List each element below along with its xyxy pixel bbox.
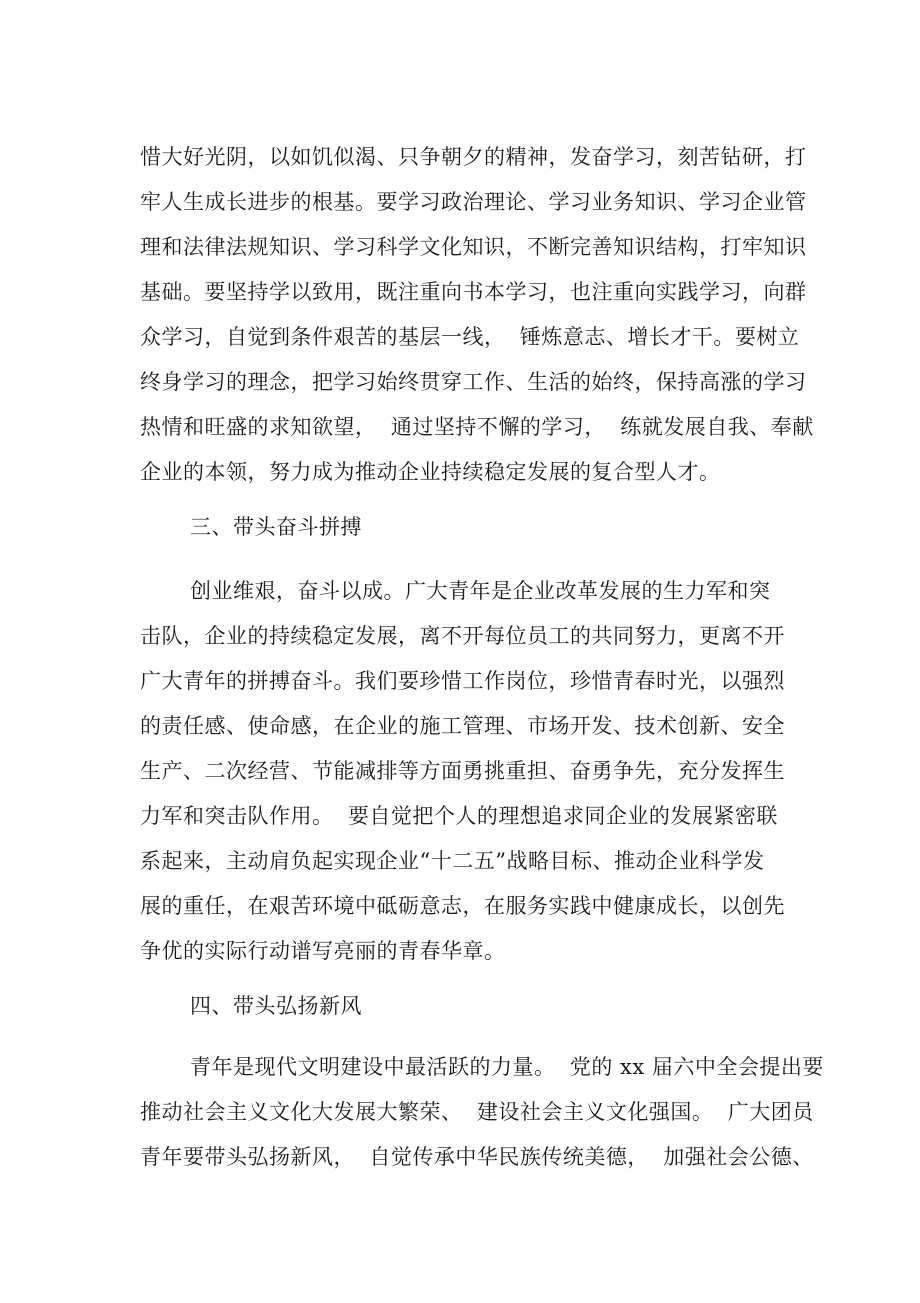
paragraph-line: 牢人生成长进步的根基。要学习政治理论、学习业务知识、学习企业管 [140, 190, 807, 214]
paragraph-line: 终身学习的理念，把学习始终贯穿工作、生活的始终，保持高涨的学习 [140, 370, 807, 394]
paragraph-line: 争优的实际行动谱写亮丽的青春华章。 [140, 939, 506, 963]
paragraph-line: 的责任感、使命感，在企业的施工管理、市场开发、技术创新、安全 [140, 714, 785, 738]
section-heading-4: 四、带头弘扬新风 [190, 994, 362, 1018]
paragraph-line: 击队，企业的持续稳定发展，离不开每位员工的共同努力，更离不开 [140, 624, 785, 648]
paragraph-line: 力军和突击队作用。 要自觉把个人的理想追求同企业的发展紧密联 [140, 804, 778, 828]
paragraph-line: 系起来，主动肩负起实现企业“十二五”战略目标、推动企业科学发 [140, 849, 765, 873]
paragraph-line: 创业维艰，奋斗以成。广大青年是企业改革发展的生力军和突 [190, 579, 771, 603]
paragraph-line: 基础。要坚持学以致用，既注重向书本学习，也注重向实践学习，向群 [140, 280, 807, 304]
paragraph-line: 青年要带头弘扬新风， 自觉传承中华民族传统美德， 加强社会公德、 [140, 1145, 814, 1169]
paragraph-line: 惜大好光阴，以如饥似渴、只争朝夕的精神，发奋学习，刻苦钻研，打 [140, 145, 807, 169]
section-heading-3: 三、带头奋斗拼搏 [190, 515, 362, 539]
paragraph-line: 企业的本领，努力成为推动企业持续稳定发展的复合型人才。 [140, 460, 721, 484]
paragraph-line: 广大青年的拼搏奋斗。我们要珍惜工作岗位，珍惜青春时光，以强烈 [140, 669, 785, 693]
paragraph-line: 推动社会主义文化大发展大繁荣、 建设社会主义文化强国。 广大团员 [140, 1100, 814, 1124]
paragraph-line: 众学习，自觉到条件艰苦的基层一线， 锤炼意志、增长才干。要树立 [140, 325, 800, 349]
paragraph-line: 青年是现代文明建设中最活跃的力量。 党的 xx 届六中全会提出要 [190, 1055, 824, 1079]
paragraph-line: 生产、二次经营、节能减排等方面勇挑重担、奋勇争先，充分发挥生 [140, 759, 785, 783]
paragraph-line: 热情和旺盛的求知欲望， 通过坚持不懈的学习， 练就发展自我、奉献 [140, 415, 814, 439]
paragraph-line: 展的重任，在艰苦环境中砥砺意志，在服务实践中健康成长，以创先 [140, 894, 785, 918]
paragraph-line: 理和法律法规知识、学习科学文化知识，不断完善知识结构，打牢知识 [140, 235, 807, 259]
